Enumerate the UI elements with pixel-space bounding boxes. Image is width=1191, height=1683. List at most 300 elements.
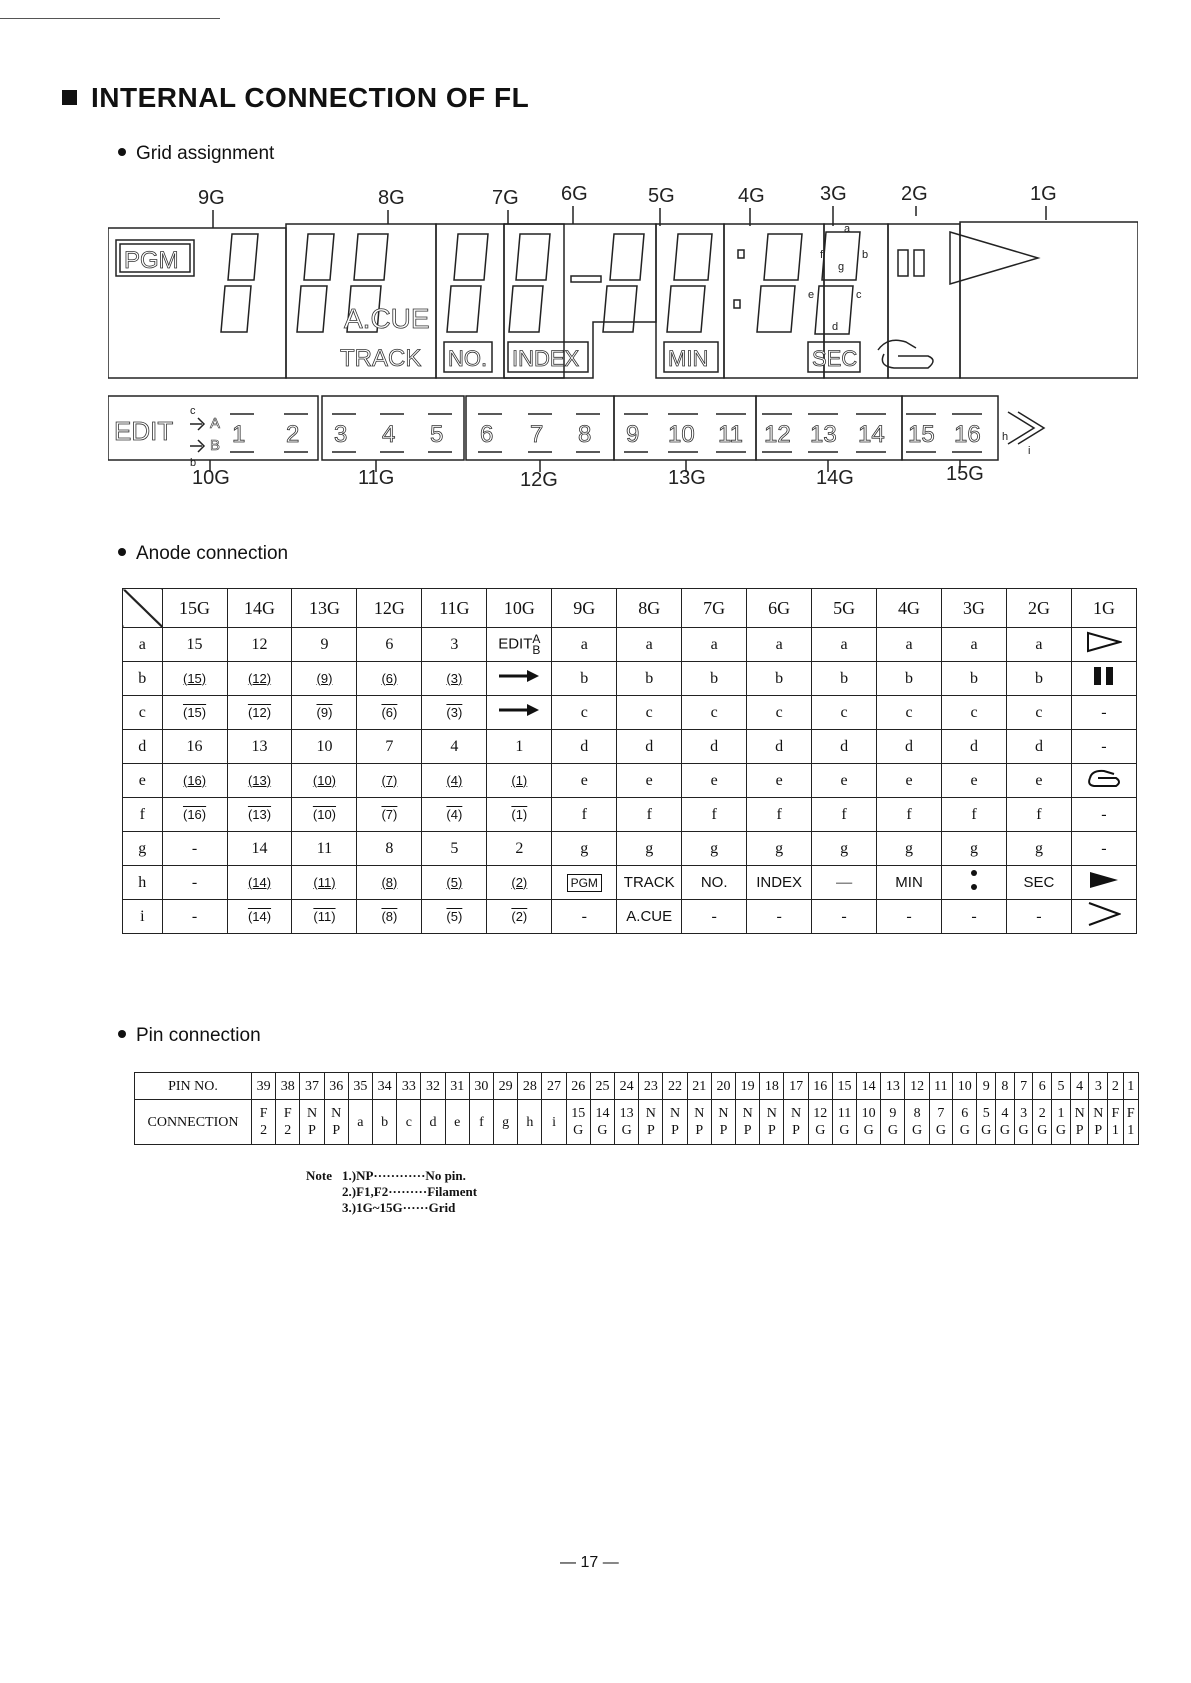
num-13: 13 bbox=[810, 421, 837, 448]
grid-label-12g: 12G bbox=[520, 469, 558, 490]
digit-9g-1 bbox=[221, 234, 258, 332]
anode-row-b bbox=[123, 662, 1137, 696]
pin-connection: N P bbox=[663, 1100, 687, 1145]
col-header: 11G bbox=[422, 589, 487, 628]
anode-cell: 15 bbox=[162, 628, 227, 662]
anode-cell: (9) bbox=[292, 696, 357, 730]
anode-cell: 12 bbox=[227, 628, 292, 662]
row-label: e bbox=[123, 764, 163, 798]
anode-row-i bbox=[123, 900, 1137, 934]
seg-h-label: h bbox=[1002, 431, 1009, 443]
pin-number: 17 bbox=[784, 1073, 808, 1100]
grid-labels-top bbox=[198, 183, 1057, 209]
pin-connection: c bbox=[397, 1100, 421, 1145]
pin-connection: i bbox=[542, 1100, 566, 1145]
anode-cell: - bbox=[162, 832, 227, 866]
pin-number: 12 bbox=[905, 1073, 929, 1100]
grid-label-14g: 14G bbox=[816, 467, 854, 489]
notes-block bbox=[306, 1168, 477, 1216]
grid-label-5g: 5G bbox=[648, 185, 675, 207]
pgm-indicator: PGM bbox=[124, 247, 179, 274]
pin-connection: F 1 bbox=[1108, 1100, 1123, 1145]
anode-cell: — bbox=[812, 866, 877, 900]
seg-c-label: c bbox=[856, 289, 862, 301]
chevron-right-icon bbox=[1071, 900, 1136, 934]
anode-cell: 2 bbox=[487, 832, 552, 866]
anode-cell: a bbox=[552, 628, 617, 662]
grid-label-11g: 11G bbox=[358, 467, 395, 489]
col-header: 8G bbox=[617, 589, 682, 628]
pin-number: 3 bbox=[1089, 1073, 1108, 1100]
anode-row-f bbox=[123, 798, 1137, 832]
anode-cell: b bbox=[682, 662, 747, 696]
anode-cell: - bbox=[1006, 900, 1071, 934]
anode-cell: g bbox=[682, 832, 747, 866]
col-header: 4G bbox=[877, 589, 942, 628]
anode-cell: b bbox=[942, 662, 1007, 696]
bullet-dot-icon bbox=[118, 1030, 126, 1038]
pin-connection: 7 G bbox=[929, 1100, 952, 1145]
row-label: i bbox=[123, 900, 163, 934]
pin-connection: 10 G bbox=[857, 1100, 881, 1145]
row-label: a bbox=[123, 628, 163, 662]
anode-cell: (15) bbox=[162, 662, 227, 696]
play-outline-icon bbox=[1071, 628, 1136, 662]
anode-cell: c bbox=[942, 696, 1007, 730]
edit-a-label: A bbox=[210, 415, 221, 432]
anode-cell: (4) bbox=[422, 798, 487, 832]
pin-number: 5 bbox=[1052, 1073, 1071, 1100]
anode-cell: - bbox=[747, 900, 812, 934]
repeat-icon bbox=[1071, 764, 1136, 798]
anode-body bbox=[123, 628, 1137, 934]
grid-label-13g: 13G bbox=[668, 467, 706, 489]
pin-number: 27 bbox=[542, 1073, 566, 1100]
chevron-double-icon-display bbox=[1008, 412, 1044, 444]
seg-a-label: a bbox=[844, 223, 851, 235]
anode-cell: 5 bbox=[422, 832, 487, 866]
num-14: 14 bbox=[858, 421, 885, 448]
pin-number: 35 bbox=[348, 1073, 372, 1100]
num-11: 11 bbox=[718, 421, 743, 448]
title-text: INTERNAL CONNECTION OF FL bbox=[91, 82, 530, 113]
pin-no-label: PIN NO. bbox=[135, 1073, 252, 1100]
anode-cell: (10) bbox=[292, 764, 357, 798]
pin-connection: 11 G bbox=[832, 1100, 856, 1145]
anode-cell: 13 bbox=[227, 730, 292, 764]
anode-cell: (9) bbox=[292, 662, 357, 696]
anode-cell: - bbox=[682, 900, 747, 934]
play-outline-icon-display bbox=[950, 232, 1038, 284]
pin-connection: N P bbox=[784, 1100, 808, 1145]
pin-connection-row bbox=[135, 1100, 1139, 1145]
anode-cell: - bbox=[1071, 832, 1136, 866]
anode-cell: (14) bbox=[227, 900, 292, 934]
anode-cell: - bbox=[162, 866, 227, 900]
pin-connection: N P bbox=[1070, 1100, 1089, 1145]
grid-label-6g: 6G bbox=[561, 183, 588, 205]
pin-connection: 8 G bbox=[905, 1100, 929, 1145]
anode-table bbox=[122, 588, 1137, 934]
pin-number: 28 bbox=[518, 1073, 542, 1100]
repeat-icon-display bbox=[878, 340, 933, 368]
pin-connection: N P bbox=[639, 1100, 663, 1145]
pin-connection: N P bbox=[711, 1100, 735, 1145]
anode-cell: g bbox=[812, 832, 877, 866]
col-header: 7G bbox=[682, 589, 747, 628]
pin-number: 36 bbox=[324, 1073, 348, 1100]
section-grid-text: Grid assignment bbox=[136, 143, 275, 164]
pin-connection: N P bbox=[324, 1100, 348, 1145]
pause-icon-display bbox=[898, 250, 924, 276]
pin-connection: N P bbox=[1089, 1100, 1108, 1145]
anode-cell: TRACK bbox=[617, 866, 682, 900]
anode-row-e bbox=[123, 764, 1137, 798]
num-1: 1 bbox=[232, 421, 246, 448]
pin-number-row bbox=[135, 1073, 1139, 1100]
section-anode-text: Anode connection bbox=[136, 543, 289, 564]
pin-number: 4 bbox=[1070, 1073, 1089, 1100]
anode-cell: (11) bbox=[292, 900, 357, 934]
anode-cell: (8) bbox=[357, 900, 422, 934]
pin-number: 33 bbox=[397, 1073, 421, 1100]
anode-cell: e bbox=[617, 764, 682, 798]
acue-indicator: A.CUE bbox=[344, 303, 430, 334]
pin-connection: e bbox=[445, 1100, 469, 1145]
row-label: d bbox=[123, 730, 163, 764]
anode-cell: c bbox=[682, 696, 747, 730]
col-header: 9G bbox=[552, 589, 617, 628]
anode-cell: e bbox=[682, 764, 747, 798]
anode-cell: g bbox=[877, 832, 942, 866]
anode-cell: - bbox=[1071, 696, 1136, 730]
pin-number: 25 bbox=[590, 1073, 614, 1100]
anode-cell: g bbox=[747, 832, 812, 866]
anode-cell: c bbox=[812, 696, 877, 730]
anode-cell: d bbox=[617, 730, 682, 764]
anode-cell: a bbox=[747, 628, 812, 662]
anode-cell: a bbox=[617, 628, 682, 662]
edit-bsmall-label: b bbox=[190, 457, 197, 469]
anode-cell: b bbox=[617, 662, 682, 696]
anode-cell: (15) bbox=[162, 696, 227, 730]
anode-cell: 8 bbox=[357, 832, 422, 866]
num-7: 7 bbox=[530, 421, 544, 448]
anode-cell: d bbox=[747, 730, 812, 764]
anode-cell: b bbox=[812, 662, 877, 696]
anode-cell: e bbox=[942, 764, 1007, 798]
anode-cell: a bbox=[1006, 628, 1071, 662]
edit-indicator: EDIT bbox=[114, 416, 174, 446]
col-header: 1G bbox=[1071, 589, 1136, 628]
pin-connection: 14 G bbox=[590, 1100, 614, 1145]
grid-labels-bottom bbox=[192, 463, 984, 490]
anode-row-g bbox=[123, 832, 1137, 866]
anode-cell: (2) bbox=[487, 866, 552, 900]
anode-cell: (13) bbox=[227, 798, 292, 832]
anode-cell: (5) bbox=[422, 900, 487, 934]
anode-cell: e bbox=[747, 764, 812, 798]
pin-connection: d bbox=[421, 1100, 445, 1145]
row-label: c bbox=[123, 696, 163, 730]
anode-cell: b bbox=[747, 662, 812, 696]
pin-number: 10 bbox=[953, 1073, 977, 1100]
anode-cell: e bbox=[877, 764, 942, 798]
anode-cell: - bbox=[812, 900, 877, 934]
anode-cell: (5) bbox=[422, 866, 487, 900]
anode-cell: (14) bbox=[227, 866, 292, 900]
row-label: b bbox=[123, 662, 163, 696]
anode-cell: g bbox=[617, 832, 682, 866]
anode-cell: NO. bbox=[682, 866, 747, 900]
anode-cell: 4 bbox=[422, 730, 487, 764]
anode-cell: (16) bbox=[162, 798, 227, 832]
pin-connection: b bbox=[373, 1100, 397, 1145]
pin-connection: a bbox=[348, 1100, 372, 1145]
anode-cell: 1 bbox=[487, 730, 552, 764]
pin-number: 32 bbox=[421, 1073, 445, 1100]
num-2: 2 bbox=[286, 421, 300, 448]
num-3: 3 bbox=[334, 421, 348, 448]
pin-connection: 3 G bbox=[1014, 1100, 1033, 1145]
anode-cell: EDIT A B bbox=[487, 628, 552, 662]
anode-cell: 14 bbox=[227, 832, 292, 866]
anode-cell: (1) bbox=[487, 764, 552, 798]
anode-cell: c bbox=[552, 696, 617, 730]
anode-cell: PGM bbox=[552, 866, 617, 900]
anode-cell: - bbox=[1071, 730, 1136, 764]
col-header: 15G bbox=[162, 589, 227, 628]
anode-cell: - bbox=[877, 900, 942, 934]
anode-cell: g bbox=[1006, 832, 1071, 866]
anode-cell: (7) bbox=[357, 798, 422, 832]
grid-label-2g: 2G bbox=[901, 183, 928, 205]
seg-i-label: i bbox=[1028, 445, 1031, 457]
num-9: 9 bbox=[626, 421, 640, 448]
anode-cell: f bbox=[747, 798, 812, 832]
col-header: 10G bbox=[487, 589, 552, 628]
anode-cell: - bbox=[552, 900, 617, 934]
num-8: 8 bbox=[578, 421, 592, 448]
arrow-icon bbox=[487, 662, 552, 696]
edit-c-label: c bbox=[190, 405, 196, 417]
anode-cell: - bbox=[1071, 798, 1136, 832]
pin-connection: 2 G bbox=[1033, 1100, 1052, 1145]
grid-label-4g: 4G bbox=[738, 185, 765, 207]
anode-cell: g bbox=[552, 832, 617, 866]
col-header: 14G bbox=[227, 589, 292, 628]
anode-cell: (4) bbox=[422, 764, 487, 798]
page-title bbox=[62, 82, 529, 114]
anode-cell: (6) bbox=[357, 696, 422, 730]
pin-connection: 15 G bbox=[566, 1100, 590, 1145]
pause-icon bbox=[1071, 662, 1136, 696]
anode-cell: a bbox=[812, 628, 877, 662]
num-10: 10 bbox=[668, 421, 695, 448]
col-header: 6G bbox=[747, 589, 812, 628]
grid-label-3g: 3G bbox=[820, 183, 847, 205]
pin-number: 21 bbox=[687, 1073, 711, 1100]
anode-cell: e bbox=[812, 764, 877, 798]
pin-number: 22 bbox=[663, 1073, 687, 1100]
pin-connection: 6 G bbox=[953, 1100, 977, 1145]
num-4: 4 bbox=[382, 421, 396, 448]
anode-cell: A.CUE bbox=[617, 900, 682, 934]
grid-label-1g: 1G bbox=[1030, 183, 1057, 205]
pin-connection: N P bbox=[300, 1100, 324, 1145]
col-header: 2G bbox=[1006, 589, 1071, 628]
anode-cell: a bbox=[682, 628, 747, 662]
anode-cell: c bbox=[747, 696, 812, 730]
anode-cell: a bbox=[877, 628, 942, 662]
anode-cell: (1) bbox=[487, 798, 552, 832]
note-1: 1.)NP············No pin. bbox=[342, 1168, 466, 1183]
seg-f-label: f bbox=[820, 249, 824, 261]
index-indicator: INDEX bbox=[512, 346, 580, 371]
num-6: 6 bbox=[480, 421, 494, 448]
anode-cell: 3 bbox=[422, 628, 487, 662]
anode-cell: 9 bbox=[292, 628, 357, 662]
section-grid-heading bbox=[118, 143, 274, 165]
connection-label: CONNECTION bbox=[135, 1100, 252, 1145]
anode-cell: d bbox=[942, 730, 1007, 764]
anode-cell: f bbox=[552, 798, 617, 832]
seg-b-label: b bbox=[862, 249, 869, 261]
pin-connection: 5 G bbox=[977, 1100, 996, 1145]
anode-cell: d bbox=[552, 730, 617, 764]
anode-cell: (2) bbox=[487, 900, 552, 934]
pin-number: 14 bbox=[857, 1073, 881, 1100]
anode-cell: 16 bbox=[162, 730, 227, 764]
pin-number: 18 bbox=[760, 1073, 784, 1100]
anode-cell: (8) bbox=[357, 866, 422, 900]
num-5: 5 bbox=[430, 421, 444, 448]
row-label: g bbox=[123, 832, 163, 866]
anode-row-c bbox=[123, 696, 1137, 730]
pin-number: 2 bbox=[1108, 1073, 1123, 1100]
pin-number: 26 bbox=[566, 1073, 590, 1100]
page-number: — 17 — bbox=[560, 1554, 619, 1571]
edit-ab-a: A bbox=[532, 631, 541, 646]
anode-cell: g bbox=[942, 832, 1007, 866]
anode-cell: - bbox=[942, 900, 1007, 934]
anode-row-h bbox=[123, 866, 1137, 900]
bullet-dot-icon bbox=[118, 148, 126, 156]
anode-cell: b bbox=[877, 662, 942, 696]
col-header: 13G bbox=[292, 589, 357, 628]
track-numbers bbox=[232, 421, 981, 448]
pin-connection: f bbox=[469, 1100, 493, 1145]
anode-cell: f bbox=[682, 798, 747, 832]
num-15: 15 bbox=[908, 421, 935, 448]
pin-connection: 13 G bbox=[615, 1100, 639, 1145]
pin-connection: N P bbox=[760, 1100, 784, 1145]
anode-cell: d bbox=[877, 730, 942, 764]
anode-row-d bbox=[123, 730, 1137, 764]
seg-e-label: e bbox=[808, 289, 815, 301]
num-12: 12 bbox=[764, 421, 791, 448]
anode-cell: (6) bbox=[357, 662, 422, 696]
pin-number: 6 bbox=[1033, 1073, 1052, 1100]
anode-cell: 6 bbox=[357, 628, 422, 662]
edit-ab-b: B bbox=[532, 642, 541, 657]
edit-b-label: B bbox=[210, 437, 221, 454]
pin-connection: 1 G bbox=[1052, 1100, 1071, 1145]
anode-cell: (10) bbox=[292, 798, 357, 832]
pin-number: 24 bbox=[615, 1073, 639, 1100]
anode-cell: c bbox=[1006, 696, 1071, 730]
anode-header-row bbox=[123, 589, 1137, 628]
anode-cell: f bbox=[617, 798, 682, 832]
pin-number: 31 bbox=[445, 1073, 469, 1100]
pin-number: 16 bbox=[808, 1073, 832, 1100]
play-solid-icon bbox=[1071, 866, 1136, 900]
arrow-icon bbox=[487, 696, 552, 730]
note-2: 2.)F1,F2·········Filament bbox=[342, 1184, 478, 1199]
note-label: Note bbox=[306, 1168, 332, 1183]
col-header: 12G bbox=[357, 589, 422, 628]
anode-cell: e bbox=[1006, 764, 1071, 798]
colon-icon bbox=[942, 866, 1007, 900]
sec-indicator: SEC bbox=[812, 346, 858, 371]
pin-number: 23 bbox=[639, 1073, 663, 1100]
anode-cell: d bbox=[1006, 730, 1071, 764]
anode-cell: a bbox=[942, 628, 1007, 662]
anode-cell: f bbox=[942, 798, 1007, 832]
anode-cell: (12) bbox=[227, 662, 292, 696]
pin-number: 20 bbox=[711, 1073, 735, 1100]
pin-number: 38 bbox=[276, 1073, 300, 1100]
anode-cell: f bbox=[812, 798, 877, 832]
anode-cell: b bbox=[1006, 662, 1071, 696]
anode-cell: (13) bbox=[227, 764, 292, 798]
pin-connection: N P bbox=[687, 1100, 711, 1145]
col-header: 5G bbox=[812, 589, 877, 628]
pin-number: 9 bbox=[977, 1073, 996, 1100]
pin-number: 13 bbox=[881, 1073, 905, 1100]
grid-label-7g: 7G bbox=[492, 187, 519, 209]
no-indicator: NO. bbox=[448, 346, 488, 371]
anode-cell: 7 bbox=[357, 730, 422, 764]
seg-g-label: g bbox=[838, 261, 845, 273]
row-label: h bbox=[123, 866, 163, 900]
pin-number: 39 bbox=[252, 1073, 276, 1100]
bullet-square-icon bbox=[62, 90, 77, 105]
anode-cell: (11) bbox=[292, 866, 357, 900]
anode-cell: (3) bbox=[422, 696, 487, 730]
pin-number: 34 bbox=[373, 1073, 397, 1100]
pin-number: 7 bbox=[1014, 1073, 1033, 1100]
pin-connection: h bbox=[518, 1100, 542, 1145]
pin-connection: g bbox=[494, 1100, 518, 1145]
anode-cell: d bbox=[682, 730, 747, 764]
anode-cell: (12) bbox=[227, 696, 292, 730]
bullet-dot-icon bbox=[118, 548, 126, 556]
grid-label-9g: 9G bbox=[198, 187, 225, 209]
anode-cell: (3) bbox=[422, 662, 487, 696]
anode-cell: f bbox=[1006, 798, 1071, 832]
digit-9g-2 bbox=[297, 234, 334, 332]
pin-connection: 4 G bbox=[996, 1100, 1015, 1145]
pin-connection: F 2 bbox=[252, 1100, 276, 1145]
anode-cell: c bbox=[877, 696, 942, 730]
pin-connection: 9 G bbox=[881, 1100, 905, 1145]
corner-cell bbox=[123, 589, 163, 628]
pin-connection: F 1 bbox=[1123, 1100, 1138, 1145]
anode-cell: MIN bbox=[877, 866, 942, 900]
pin-number: 19 bbox=[736, 1073, 760, 1100]
grid-label-15g: 15G bbox=[946, 463, 984, 485]
